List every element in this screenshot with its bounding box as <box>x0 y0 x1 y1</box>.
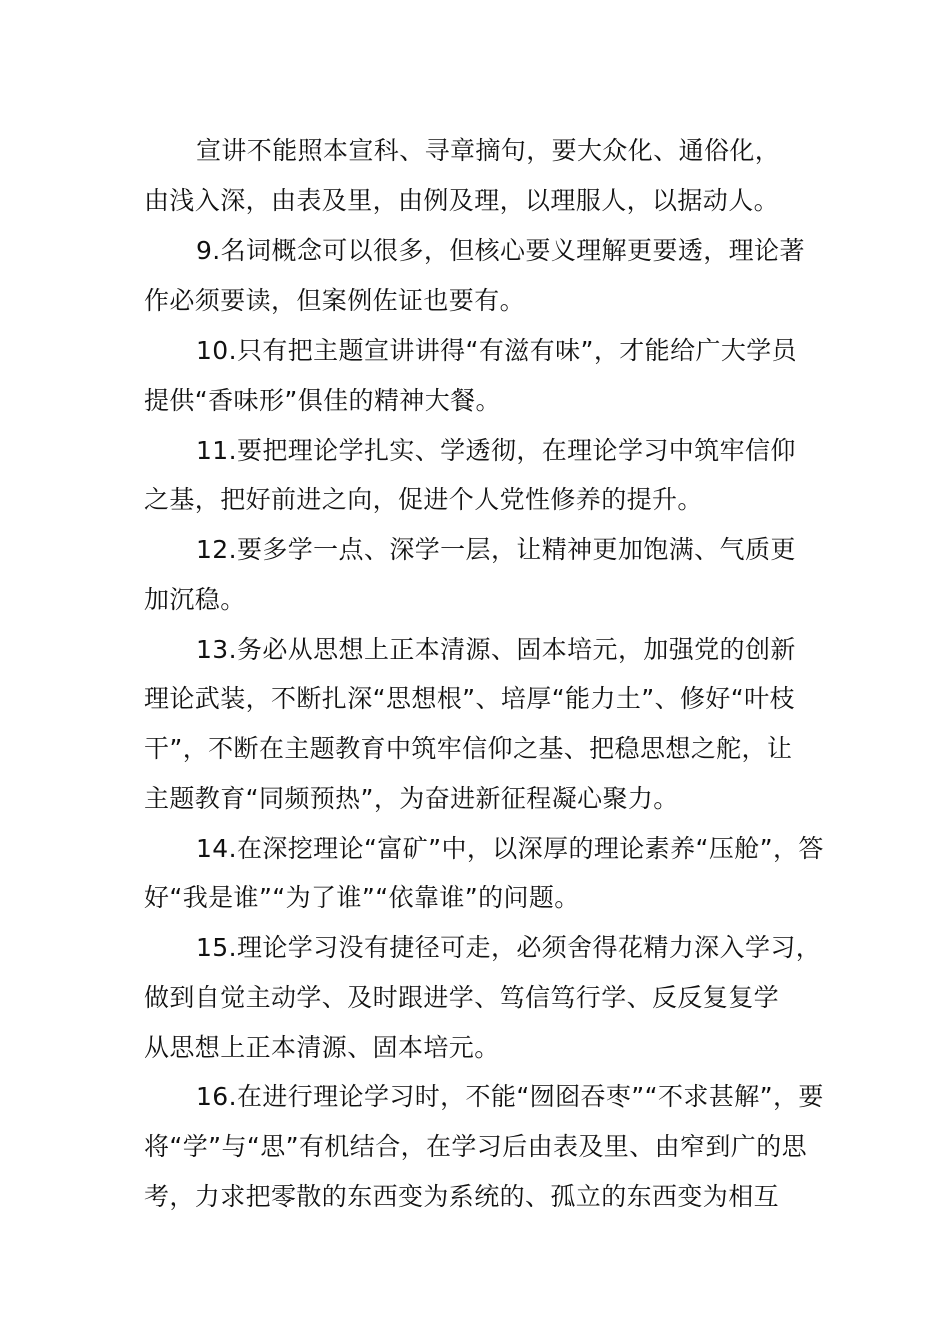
text-line: 由浅入深，由表及里，由例及理，以理服人，以据动人。 <box>144 186 780 215</box>
text-line: 将“学”与“思”有机结合，在学习后由表及里、由窄到广的思 <box>144 1132 808 1161</box>
text-line: 12.要多学一点、深学一层，让精神更加饱满、气质更 <box>196 535 796 564</box>
text-line: 15.理论学习没有捷径可走，必须舍得花精力深入学习， <box>196 933 822 962</box>
text-line: 从思想上正本清源、固本培元。 <box>144 1033 500 1062</box>
text-line: 之基，把好前进之向，促进个人党性修养的提升。 <box>144 485 703 514</box>
text-line: 干”，不断在主题教育中筑牢信仰之基、把稳思想之舵，让 <box>144 734 793 763</box>
text-line: 16.在进行理论学习时，不能“囫囵吞枣”“不求甚解”，要 <box>196 1082 824 1111</box>
text-line: 10.只有把主题宣讲讲得“有滋有味”，才能给广大学员 <box>196 336 798 365</box>
text-line: 考，力求把零散的东西变为系统的、孤立的东西变为相互 <box>144 1182 780 1211</box>
text-line: 理论武装，不断扎深“思想根”、培厚“能力土”、修好“叶枝 <box>144 684 795 713</box>
text-line: 11.要把理论学扎实、学透彻，在理论学习中筑牢信仰 <box>196 436 796 465</box>
text-line: 宣讲不能照本宣科、寻章摘句，要大众化、通俗化， <box>196 136 781 165</box>
text-line: 9.名词概念可以很多，但核心要义理解更要透，理论著 <box>196 236 805 265</box>
text-line: 14.在深挖理论“富矿”中，以深厚的理论素养“压舱”，答 <box>196 834 824 863</box>
text-line: 作必须要读，但案例佐证也要有。 <box>144 286 526 315</box>
text-line: 主题教育“同频预热”，为奋进新征程凝心聚力。 <box>144 784 679 813</box>
text-line: 做到自觉主动学、及时跟进学、笃信笃行学、反反复复学 <box>144 983 780 1012</box>
text-line: 加沉稳。 <box>144 585 246 614</box>
text-line: 好“我是谁”“为了谁”“依靠谁”的问题。 <box>144 883 580 912</box>
text-line: 提供“香味形”俱佳的精神大餐。 <box>144 386 501 415</box>
text-line: 13.务必从思想上正本清源、固本培元，加强党的创新 <box>196 635 796 664</box>
